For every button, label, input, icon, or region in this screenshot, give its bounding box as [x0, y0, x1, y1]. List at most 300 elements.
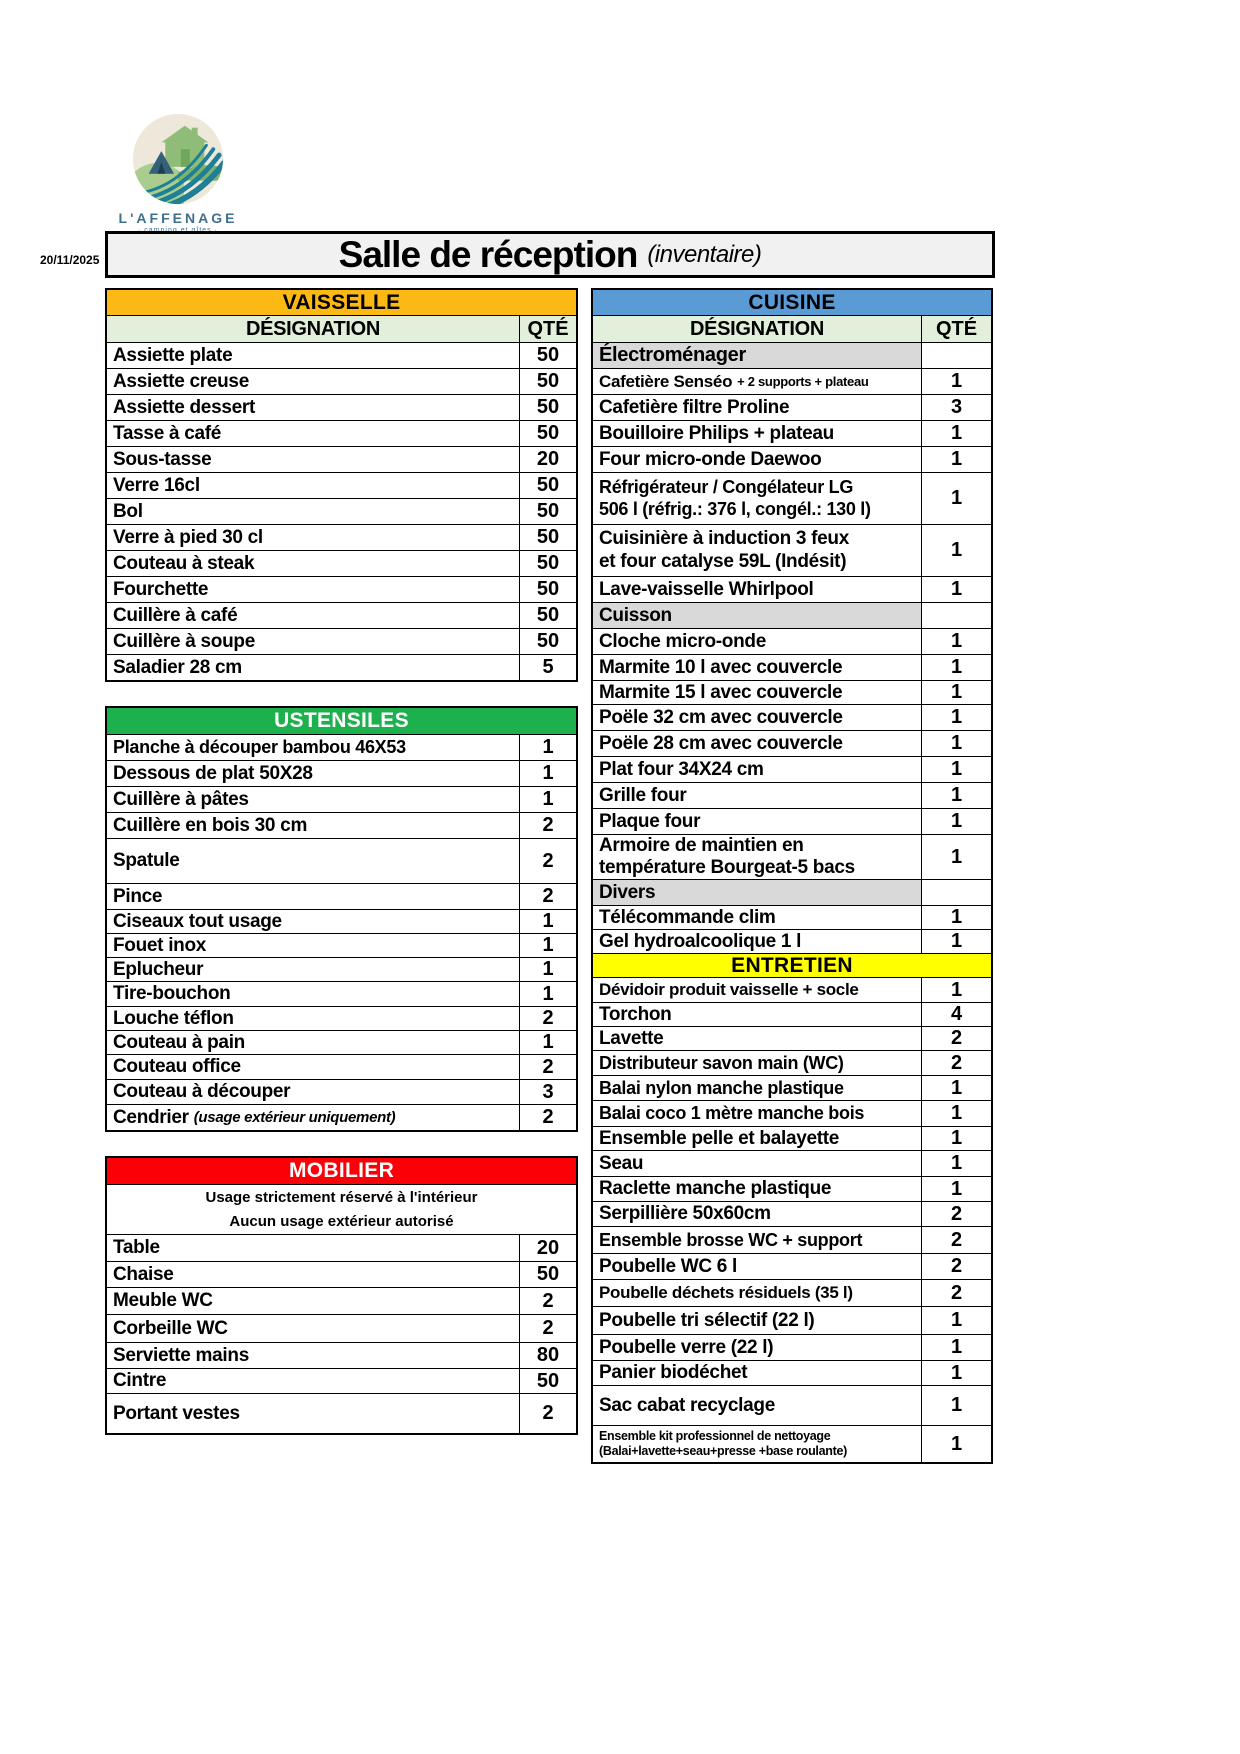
table-row	[107, 786, 576, 812]
table-row	[593, 342, 991, 368]
qty-cell	[922, 343, 991, 368]
table-row	[593, 602, 991, 628]
table-row	[107, 1104, 576, 1130]
column-header-row	[593, 315, 991, 342]
designation-suffix: + 2 supports + plateau	[737, 374, 869, 389]
designation-cell	[593, 1051, 922, 1075]
designation-line: Réfrigérateur / Congélateur LG	[599, 477, 854, 498]
designation-cell	[593, 1202, 922, 1226]
designation-text: Table	[113, 1237, 160, 1258]
designation-text: Serviette mains	[113, 1344, 249, 1366]
qty-cell: 1	[950, 422, 963, 444]
designation-text: Chaise	[113, 1263, 174, 1285]
designation-cell	[107, 884, 520, 909]
designation-cell	[107, 1394, 520, 1433]
designation-text: Seau	[599, 1152, 644, 1174]
designation-text: Télécommande clim	[599, 906, 776, 928]
table-row	[593, 1253, 991, 1279]
designation-text: Eplucheur	[113, 958, 204, 980]
qty-cell: 1	[950, 784, 963, 806]
table-row	[593, 420, 991, 446]
designation-cell	[593, 906, 922, 929]
designation-text: Ciseaux tout usage	[113, 910, 282, 932]
designation-text: Grille four	[599, 784, 687, 806]
designation-suffix: (usage extérieur uniquement)	[193, 1109, 396, 1126]
designation-text: Couteau à découper	[113, 1081, 291, 1102]
table-row	[593, 446, 991, 472]
note-line: Aucun usage extérieur autorisé	[229, 1212, 454, 1230]
designation-text: Assiette dessert	[113, 396, 255, 418]
table-row	[107, 1368, 576, 1393]
column-header-qty: QTÉ	[922, 316, 991, 342]
designation-text: Corbeille WC	[113, 1317, 228, 1339]
table-row	[107, 1342, 576, 1368]
table-row	[107, 957, 576, 981]
table-row	[593, 394, 991, 420]
table-row	[593, 680, 991, 704]
table-row	[593, 1334, 991, 1360]
designation-text: Tire-bouchon	[113, 983, 231, 1004]
table-row	[593, 1050, 991, 1075]
qty-cell: 1	[950, 539, 963, 561]
table-row	[593, 834, 991, 879]
section-header-mobilier: MOBILIER	[107, 1158, 576, 1184]
qty-cell: 2	[542, 1106, 554, 1128]
table-row	[593, 1306, 991, 1334]
qty-cell: 50	[536, 578, 560, 600]
table-row	[593, 756, 991, 782]
qty-cell: 1	[950, 1432, 963, 1455]
designation-text: Cafetière Senséo	[599, 371, 733, 391]
designation-cell	[107, 1105, 520, 1130]
table-row	[107, 576, 576, 602]
designation-text: Marmite 10 l avec couvercle	[599, 656, 843, 678]
designation-text: Pince	[113, 885, 163, 907]
qty-cell: 1	[950, 487, 963, 509]
designation-text: Cuillère à café	[113, 604, 238, 626]
designation-cell	[593, 1227, 922, 1253]
qty-cell: 1	[950, 758, 963, 780]
table-row	[593, 1176, 991, 1201]
designation-text: Assiette plate	[113, 344, 233, 366]
designation-text: Poubelle verre (22 l)	[599, 1336, 774, 1358]
designation-text: Tasse à café	[113, 422, 222, 444]
table-row	[107, 1006, 576, 1030]
qty-cell: 50	[536, 604, 560, 626]
table-row	[593, 1150, 991, 1176]
designation-cell	[593, 421, 922, 446]
designation-cell	[107, 655, 520, 680]
logo-image	[129, 112, 227, 208]
table-row	[107, 498, 576, 524]
table-row	[107, 760, 576, 786]
designation-cell	[593, 835, 922, 879]
qty-cell: 1	[542, 934, 554, 956]
table-row	[107, 342, 576, 368]
designation-cell	[593, 1177, 922, 1201]
table-row	[593, 524, 991, 576]
table-row	[107, 933, 576, 957]
designation-text: Divers	[599, 881, 656, 903]
designation-cell	[593, 577, 922, 602]
designation-cell	[107, 1055, 520, 1079]
qty-cell: 50	[536, 630, 560, 652]
designation-text: Cuisson	[599, 604, 672, 626]
designation-line: Ensemble kit professionnel de nettoyage	[599, 1429, 831, 1444]
qty-cell: 80	[536, 1344, 560, 1366]
designation-cell	[593, 369, 922, 394]
designation-cell	[593, 681, 922, 704]
table-row	[593, 472, 991, 524]
qty-cell: 1	[950, 1102, 963, 1124]
designation-text: Ensemble brosse WC + support	[599, 1229, 863, 1250]
designation-cell	[593, 731, 922, 756]
designation-text: Lavette	[599, 1027, 664, 1049]
designation-text: Planche à découper bambou 46X53	[113, 737, 406, 757]
table-row	[107, 981, 576, 1006]
qty-cell: 1	[950, 630, 963, 652]
table-row	[593, 1279, 991, 1306]
title-box	[105, 231, 995, 278]
qty-cell: 1	[542, 958, 554, 980]
qty-cell: 1	[542, 788, 554, 810]
designation-cell	[107, 761, 520, 786]
table-row	[107, 909, 576, 933]
table-row	[107, 368, 576, 394]
table-row	[107, 812, 576, 838]
designation-cell	[593, 1003, 922, 1026]
qty-cell: 3	[542, 1080, 554, 1103]
table-row	[107, 1261, 576, 1287]
designation-text: Plat four 34X24 cm	[599, 758, 764, 780]
table-row	[593, 929, 991, 953]
designation-cell	[593, 603, 922, 628]
designation-text: Sous-tasse	[113, 448, 212, 470]
qty-cell: 50	[536, 526, 560, 548]
designation-cell	[107, 499, 520, 524]
designation-text: Marmite 15 l avec couvercle	[599, 681, 843, 703]
designation-text: Louche téflon	[113, 1007, 234, 1029]
designation-cell	[593, 1386, 922, 1425]
designation-cell	[107, 1343, 520, 1368]
designation-cell	[107, 1235, 520, 1261]
table-row	[593, 1100, 991, 1126]
qty-cell: 50	[536, 344, 560, 366]
designation-text: Cafetière filtre Proline	[599, 396, 790, 418]
qty-cell: 2	[542, 849, 554, 872]
qty-cell: 50	[536, 370, 560, 392]
table-row	[107, 1287, 576, 1314]
designation-cell	[107, 958, 520, 981]
qty-cell: 1	[950, 1127, 963, 1149]
qty-cell: 1	[950, 1336, 963, 1358]
inventory-table-right	[591, 288, 993, 1464]
designation-text: Électroménager	[599, 344, 746, 366]
column-header-designation: DÉSIGNATION	[107, 316, 520, 342]
column-header-row	[107, 315, 576, 342]
designation-cell	[107, 934, 520, 957]
designation-text: Torchon	[599, 1003, 672, 1025]
designation-text: Bol	[113, 500, 143, 522]
designation-text: Cuillère en bois 30 cm	[113, 814, 308, 836]
designation-cell	[107, 1369, 520, 1393]
designation-cell	[107, 447, 520, 472]
table-row	[107, 1234, 576, 1261]
designation-cell	[107, 1031, 520, 1054]
designation-text: Meuble WC	[113, 1290, 213, 1311]
designation-cell	[593, 473, 922, 524]
column-header-qty: QTÉ	[520, 316, 576, 342]
designation-text: Poubelle tri sélectif (22 l)	[599, 1309, 815, 1331]
qty-cell: 2	[950, 1202, 963, 1225]
table-row	[593, 730, 991, 756]
qty-cell: 5	[542, 656, 554, 678]
designation-text: Poële 32 cm avec couvercle	[599, 706, 843, 728]
table-row	[593, 1425, 991, 1462]
qty-cell: 1	[950, 448, 963, 470]
qty-cell: 1	[950, 906, 963, 928]
table-row	[593, 782, 991, 808]
designation-cell	[107, 473, 520, 498]
designation-text: Four micro-onde Daewoo	[599, 448, 822, 470]
designation-cell	[107, 551, 520, 576]
qty-cell: 20	[536, 448, 560, 470]
designation-cell	[107, 839, 520, 883]
qty-cell: 2	[542, 1007, 554, 1029]
qty-cell: 2	[542, 814, 554, 836]
designation-text: Bouilloire Philips + plateau	[599, 422, 834, 444]
designation-cell	[593, 343, 922, 368]
designation-text: Cuillère à pâtes	[113, 788, 249, 810]
table-row	[107, 734, 576, 760]
designation-text: Couteau office	[113, 1056, 241, 1077]
qty-cell: 1	[950, 845, 963, 868]
designation-cell	[107, 1080, 520, 1104]
designation-cell	[107, 343, 520, 368]
designation-cell	[107, 629, 520, 654]
designation-cell	[107, 525, 520, 550]
column-header-designation: DÉSIGNATION	[593, 316, 922, 342]
table-row	[107, 420, 576, 446]
designation-cell	[593, 978, 922, 1002]
qty-cell	[922, 603, 991, 628]
designation-text: Gel hydroalcoolique 1 l	[599, 930, 802, 952]
qty-cell: 1	[950, 1076, 963, 1099]
designation-cell	[593, 1076, 922, 1100]
qty-cell: 1	[542, 762, 554, 784]
table-row	[593, 879, 991, 905]
designation-text: Fouet inox	[113, 934, 207, 956]
designation-text: Assiette creuse	[113, 370, 249, 392]
designation-text: Cloche micro-onde	[599, 630, 766, 652]
qty-cell: 4	[950, 1003, 963, 1025]
designation-cell	[107, 813, 520, 838]
designation-text: Verre 16cl	[113, 474, 200, 496]
qty-cell: 1	[542, 910, 554, 932]
designation-text: Lave-vaisselle Whirlpool	[599, 578, 814, 600]
designation-text: Plaque four	[599, 810, 701, 832]
designation-text: Poële 28 cm avec couvercle	[599, 732, 843, 754]
logo-text: L'AFFENAGE	[118, 210, 238, 226]
designation-cell	[593, 1280, 922, 1306]
table-row	[107, 394, 576, 420]
logo	[108, 112, 248, 234]
table-row	[107, 1030, 576, 1054]
table-row	[593, 1360, 991, 1385]
designation-text: Spatule	[113, 850, 180, 871]
qty-cell: 2	[950, 1281, 963, 1304]
designation-cell	[593, 1027, 922, 1050]
designation-cell	[107, 577, 520, 602]
section-header-cuisine: CUISINE	[593, 290, 991, 315]
date: 20/11/2025	[40, 253, 100, 267]
designation-line: (Balai+lavette+seau+presse +base roulante)	[599, 1444, 847, 1458]
table-row	[107, 472, 576, 498]
designation-text: Saladier 28 cm	[113, 656, 242, 678]
designation-cell	[107, 1288, 520, 1314]
designation-text: Dévidoir produit vaisselle + socle	[599, 980, 859, 999]
designation-text: Poubelle déchets résiduels (35 l)	[599, 1283, 853, 1302]
qty-cell: 2	[950, 1051, 963, 1074]
table-section	[105, 706, 578, 1132]
table-row	[593, 1226, 991, 1253]
designation-line: Cuisinière à induction 3 feux	[599, 528, 849, 550]
designation-text: Ensemble pelle et balayette	[599, 1127, 840, 1149]
qty-cell: 50	[536, 1369, 560, 1392]
table-row	[593, 1026, 991, 1050]
designation-cell	[107, 735, 520, 760]
qty-cell: 1	[950, 1394, 963, 1416]
designation-cell	[593, 930, 922, 953]
table-section	[105, 288, 578, 682]
qty-cell: 1	[950, 578, 963, 600]
qty-cell: 20	[536, 1236, 560, 1259]
qty-cell	[922, 880, 991, 905]
qty-cell: 1	[950, 1309, 963, 1331]
table-row	[593, 1126, 991, 1150]
designation-cell	[593, 1254, 922, 1279]
designation-cell	[593, 395, 922, 420]
table-row	[107, 1079, 576, 1104]
table-row	[107, 1054, 576, 1079]
designation-text: Couteau à steak	[113, 552, 255, 574]
qty-cell: 1	[542, 1031, 554, 1053]
designation-text: Distributeur savon main (WC)	[599, 1052, 844, 1073]
designation-text: Balai coco 1 mètre manche bois	[599, 1103, 865, 1123]
table-row	[107, 550, 576, 576]
table-row	[593, 576, 991, 602]
table-row	[107, 883, 576, 909]
designation-text: Verre à pied 30 cl	[113, 526, 263, 548]
table-row	[593, 808, 991, 834]
designation-cell	[593, 525, 922, 576]
designation-text: Cuillère à soupe	[113, 630, 255, 652]
section-header-ustensiles: USTENSILES	[107, 708, 576, 734]
designation-text: Fourchette	[113, 578, 209, 600]
section-header-vaisselle: VAISSELLE	[107, 290, 576, 315]
qty-cell: 50	[536, 396, 560, 418]
table-row	[107, 838, 576, 883]
qty-cell: 50	[536, 1263, 560, 1285]
designation-text: Dessous de plat 50X28	[113, 762, 313, 784]
qty-cell: 50	[536, 422, 560, 444]
table-row	[107, 1393, 576, 1433]
qty-cell: 1	[950, 656, 963, 678]
designation-text: Panier biodéchet	[599, 1362, 748, 1383]
designation-cell	[593, 1426, 922, 1462]
designation-cell	[107, 603, 520, 628]
mobilier-note	[107, 1184, 576, 1234]
qty-cell: 50	[536, 552, 560, 574]
designation-cell	[593, 880, 922, 905]
qty-cell: 1	[950, 732, 963, 754]
designation-cell	[593, 705, 922, 730]
table-row	[593, 368, 991, 394]
table-row	[593, 1002, 991, 1026]
designation-line: 506 l (réfrig.: 376 l, congél.: 130 l)	[599, 498, 871, 519]
qty-cell: 1	[950, 706, 963, 728]
designation-cell	[593, 809, 922, 834]
qty-cell: 1	[950, 810, 963, 832]
qty-cell: 1	[950, 1177, 963, 1200]
designation-cell	[593, 1361, 922, 1385]
section-header-entretien: ENTRETIEN	[593, 953, 991, 977]
table-row	[593, 628, 991, 654]
designation-cell	[107, 910, 520, 933]
designation-cell	[593, 1127, 922, 1150]
designation-text: Portant vestes	[113, 1402, 240, 1424]
qty-cell: 2	[542, 1289, 554, 1312]
table-row	[593, 704, 991, 730]
designation-cell	[107, 787, 520, 812]
table-row	[593, 905, 991, 929]
qty-cell: 1	[950, 978, 963, 1001]
table-row	[107, 602, 576, 628]
designation-cell	[107, 1262, 520, 1287]
designation-text: Balai nylon manche plastique	[599, 1077, 844, 1098]
designation-line: Armoire de maintien en	[599, 835, 804, 856]
designation-cell	[593, 1101, 922, 1126]
qty-cell: 3	[950, 396, 963, 418]
designation-text: Couteau à pain	[113, 1031, 245, 1053]
qty-cell: 50	[536, 500, 560, 522]
qty-cell: 2	[950, 1255, 963, 1277]
note-line: Usage strictement réservé à l'intérieur	[205, 1188, 478, 1206]
table-row	[593, 1201, 991, 1226]
designation-cell	[593, 1307, 922, 1334]
designation-line: température Bourgeat-5 bacs	[599, 857, 855, 878]
table-gap	[105, 1132, 578, 1156]
qty-cell: 1	[950, 1152, 963, 1174]
designation-cell	[107, 1007, 520, 1030]
table-row	[107, 446, 576, 472]
qty-cell: 2	[542, 1402, 554, 1424]
designation-text: Serpillière 50x60cm	[599, 1203, 771, 1224]
designation-text: Cintre	[113, 1370, 167, 1391]
table-row	[593, 1075, 991, 1100]
designation-cell	[593, 629, 922, 654]
designation-cell	[593, 757, 922, 782]
table-row	[593, 654, 991, 680]
page-title: Salle de réception	[338, 233, 638, 275]
designation-text: Raclette manche plastique	[599, 1178, 832, 1199]
designation-cell	[107, 1315, 520, 1342]
qty-cell: 1	[542, 982, 554, 1005]
qty-cell: 1	[950, 370, 963, 392]
qty-cell: 2	[542, 885, 554, 907]
designation-cell	[593, 783, 922, 808]
inventory-table-left	[105, 288, 578, 1435]
